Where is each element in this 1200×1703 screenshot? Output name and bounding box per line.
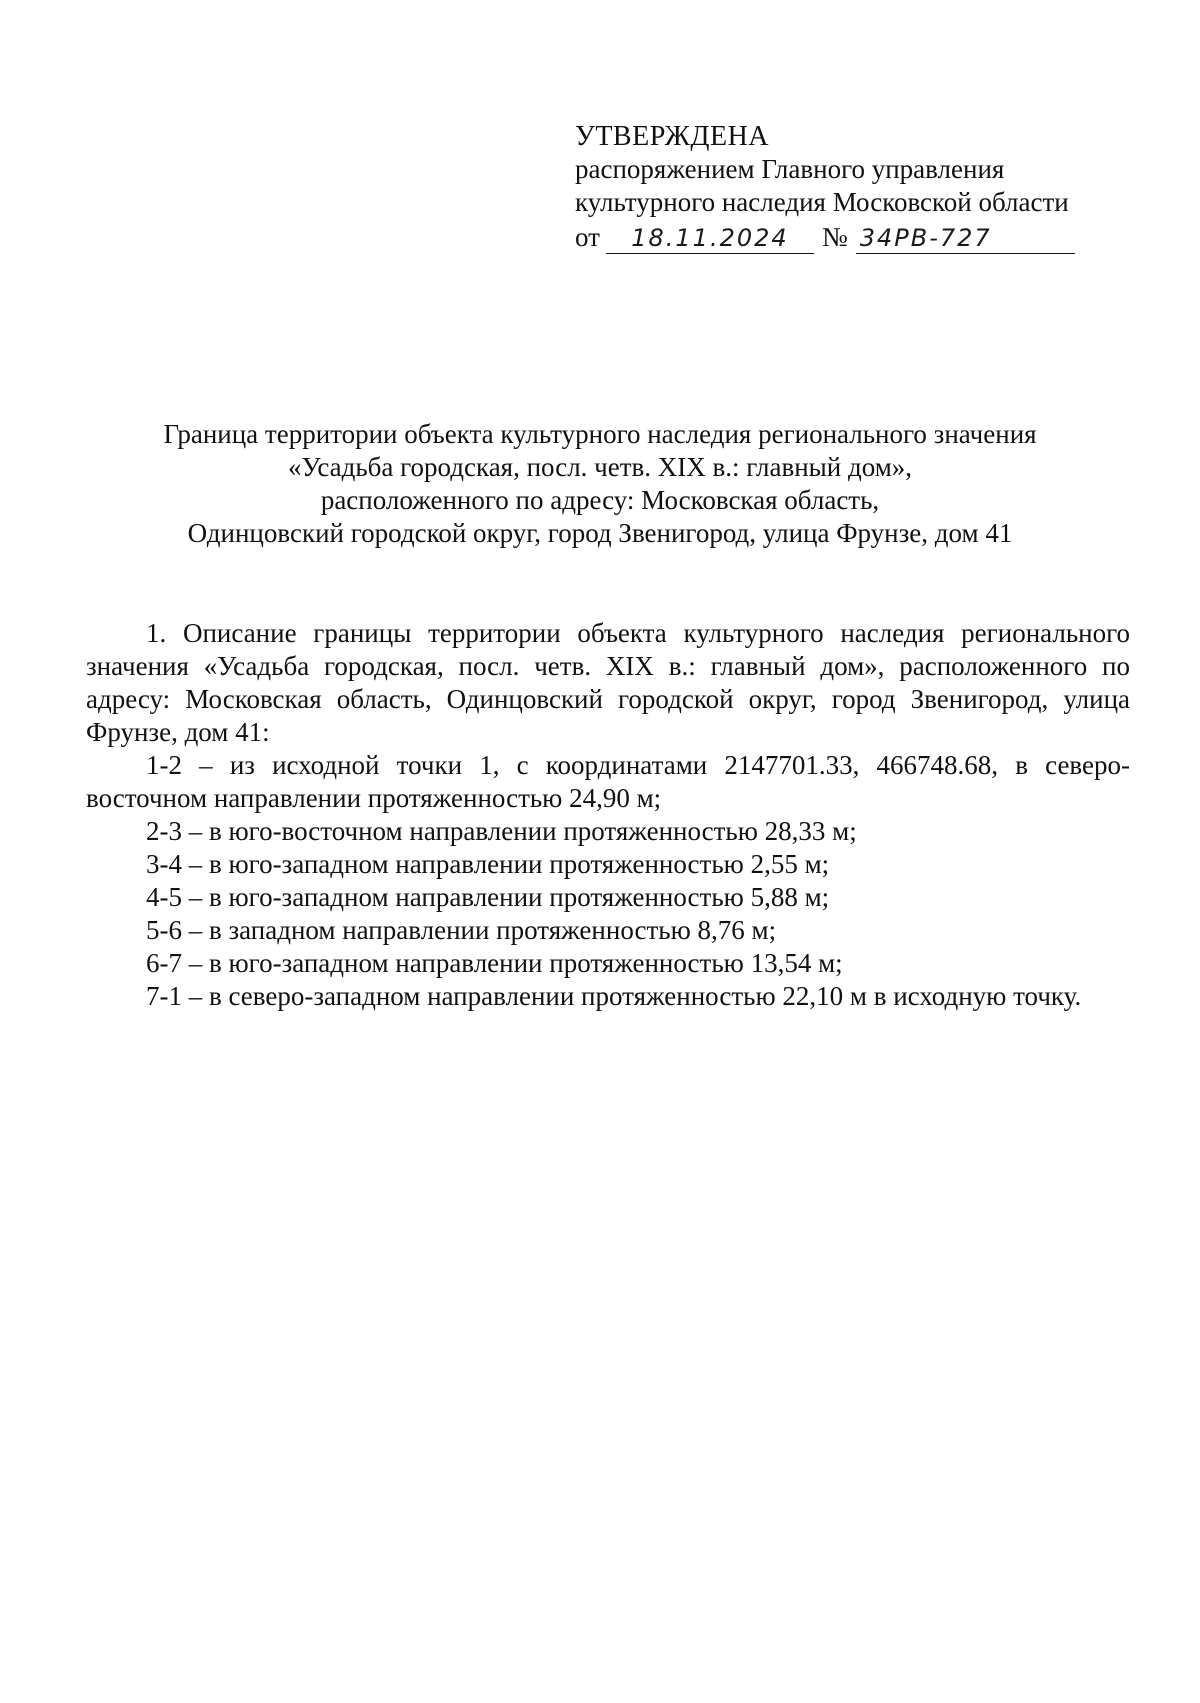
- boundary-segment-7-1: 7-1 – в северо-западном направлении протяженностью 22,10 м в исходную точку.: [146, 981, 1082, 1011]
- handwritten-number: 34РВ-727: [856, 223, 1075, 254]
- approval-date-number-row: [575, 221, 1135, 254]
- title-line-4: Одинцовский городской округ, город Звенигород, улица Фрунзе, дом 41: [187, 518, 1013, 548]
- from-label: от: [575, 222, 600, 252]
- document-title: [60, 418, 1140, 550]
- boundary-segment-5-6: 5-6 – в западном направлении протяженностью 8,76 м;: [146, 915, 777, 945]
- boundary-segment-6-7: 6-7 – в юго-западном направлении протяженностью 13,54 м;: [146, 948, 843, 978]
- number-label: №: [821, 222, 848, 252]
- approval-line-1: распоряжением Главного управления: [575, 154, 1005, 184]
- handwritten-date: 18.11.2024: [606, 223, 814, 254]
- boundary-segment-3-4: 3-4 – в юго-западном направлении протяженностью 2,55 м;: [146, 849, 830, 879]
- approval-line-2: культурного наследия Московской области: [575, 187, 1069, 217]
- boundary-segment-1-2: 1-2 – из исходной точки 1, с координатами 2147701.33, 466748.68, в северо-восточном направлении протяженностью 24,90 м;: [86, 750, 1130, 813]
- boundary-segment-4-5: 4-5 – в юго-западном направлении протяженностью 5,88 м;: [146, 882, 830, 912]
- document-body: [86, 617, 1130, 1013]
- title-line-2: «Усадьба городская, посл. четв. XIX в.: главный дом»,: [287, 452, 913, 482]
- title-line-1: Граница территории объекта культурного наследия регионального значения: [163, 419, 1037, 449]
- approval-heading: УТВЕРЖДЕНА: [575, 121, 770, 152]
- boundary-segment-2-3: 2-3 – в юго-восточном направлении протяженностью 28,33 м;: [146, 816, 857, 846]
- paragraph-description: 1. Описание границы территории объекта культурного наследия регионального значения «Усадьба городская, посл. четв. XIX в.: главный дом», расположенного по адресу: Московская область, Одинцовский городской округ, город Звенигород, улица Фрунзе, дом 41:: [86, 618, 1130, 747]
- title-line-3: расположенного по адресу: Московская область,: [320, 485, 880, 515]
- approval-block: [575, 120, 1135, 254]
